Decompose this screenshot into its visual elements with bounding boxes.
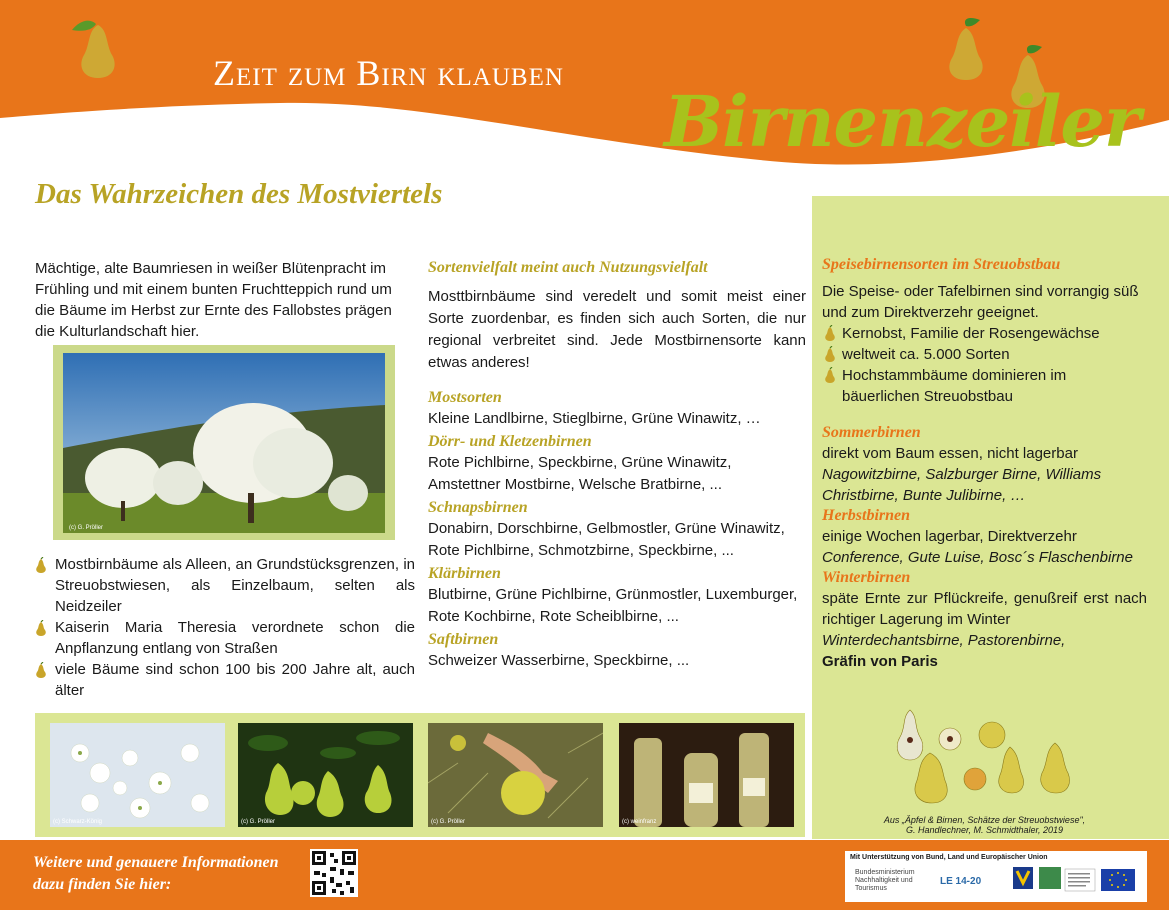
pear-bullet-icon <box>35 557 47 573</box>
photo-credit: (c) G. Pröller <box>69 525 104 531</box>
table-pears-intro: Die Speise- oder Tafelbirnen sind vorrangig süß und zum Direktverzehr geeignet. <box>822 283 1139 321</box>
illustration-source <box>822 815 1147 835</box>
le-logo: LE 14-20 <box>940 876 982 887</box>
sponsor-title: Mit Unterstützung von Bund, Land und Europäischer Union <box>850 854 1048 861</box>
table-pears-column <box>822 255 1147 672</box>
left-bullet-list <box>35 554 415 701</box>
bullet-text: Hochstammbäume dominieren im bäuerlichen Streuobstbau <box>842 367 1067 405</box>
bullet-text: Kernobst, Familie der Rosengewächse <box>842 325 1100 342</box>
photo-credit: (c) G. Pröller <box>241 819 276 825</box>
section-text: Schweizer Wasserbirne, Speckbirne, ... <box>428 652 690 669</box>
varieties-column <box>428 256 806 672</box>
ministry-line: Tourismus <box>855 885 887 892</box>
list-item <box>35 617 415 659</box>
section-title: Dörr- und Kletzenbirnen <box>428 433 592 450</box>
list-item <box>822 323 1147 344</box>
photo-credit: (c) weinfranz <box>622 819 657 825</box>
section-title: Saftbirnen <box>428 631 499 648</box>
table-pears-bullets <box>822 323 1147 407</box>
bullet-text: weltweit ca. 5.000 Sorten <box>842 346 1010 363</box>
varieties-intro: Mosttbirnbäume sind veredelt und somit meist einer Sorte zuordenbar, es finden sich auch Sorten, die nur regional verbreitet sind. Jede Mostbirnensorte kann etwas anderes! <box>428 288 806 371</box>
pear-bottles-photo <box>619 723 794 827</box>
footer-info <box>33 852 279 896</box>
season-title: Sommerbirnen <box>822 424 921 441</box>
header-subtitle: Zeit zum Birn klauben <box>213 53 564 93</box>
photo-strip <box>35 713 805 837</box>
pear-bullet-icon <box>824 367 836 383</box>
season-text: einige Wochen lagerbar, Direktverzehr <box>822 528 1077 545</box>
pear-bullet-icon <box>824 325 836 341</box>
pear-bullet-icon <box>35 662 47 678</box>
blossoming-trees-photo <box>63 353 385 533</box>
list-item <box>822 365 1147 407</box>
bullet-text: Kaiserin Maria Theresia verordnete schon die Anpflanzung entlang von Straßen <box>55 619 415 657</box>
ministry-line: Nachhaltigkeit und <box>855 877 913 884</box>
intro-column <box>35 258 415 342</box>
blossom-photo <box>50 723 225 827</box>
section-text: Rote Pichlbirne, Speckbirne, Grüne Winawitz, Amstettner Mostbirne, Welsche Bratbirne, ... <box>428 454 732 493</box>
season-varieties: Conference, Gute Luise, Bosc´s Flaschenbirne <box>822 549 1133 566</box>
photo-credit: (c) G. Pröller <box>431 819 466 825</box>
season-title: Herbstbirnen <box>822 507 911 524</box>
qr-code-icon[interactable] <box>310 849 358 897</box>
section-text: Blutbirne, Grüne Pichlbirne, Grünmostler, Luxemburger, Rote Kochbirne, Rote Scheiblbirne, ... <box>428 586 798 625</box>
source-line: Aus „Äpfel & Birnen, Schätze der Streuobstwiese", <box>883 815 1086 825</box>
section-title: Schnapsbirnen <box>428 499 528 516</box>
section-text: Kleine Landlbirne, Stieglbirne, Grüne Winawitz, … <box>428 410 761 427</box>
green-pears-photo <box>238 723 413 827</box>
season-varieties: Nagowitzbirne, Salzburger Birne, Williams Christbirne, Bunte Julibirne, … <box>822 466 1102 504</box>
header-banner <box>0 0 1169 200</box>
section-title: Mostsorten <box>428 389 502 406</box>
sponsor-logos <box>845 851 1147 902</box>
bullet-text: viele Bäume sind schon 100 bis 200 Jahre alt, auch älter <box>55 661 415 699</box>
footer-bar <box>0 840 1169 910</box>
photo-credit: (c) Schwarz-König <box>53 819 103 825</box>
table-pears-heading: Speisebirnensorten im Streuobstbau <box>822 256 1061 273</box>
varieties-heading: Sortenvielfalt meint auch Nutzungsvielfalt <box>428 259 708 276</box>
season-varieties: Winterdechantsbirne, Pastorenbirne, <box>822 632 1066 649</box>
main-photo-frame <box>53 345 395 540</box>
season-text: direkt vom Baum essen, nicht lagerbar <box>822 445 1078 462</box>
pear-varieties-illustration <box>890 705 1090 805</box>
season-extra: Gräfin von Paris <box>822 653 938 670</box>
list-item <box>35 554 415 617</box>
brand-title: Birnenzeiler <box>664 80 1140 163</box>
ministry-line: Bundesministerium <box>855 869 915 876</box>
partner-logos <box>1013 865 1141 897</box>
season-title: Winterbirnen <box>822 569 911 586</box>
intro-text: Mächtige, alte Baumriesen in weißer Blütenpracht im Frühling und mit einem bunten Fruchtteppich rund um die Bäume im Herbst zur Ernte des Fallobstes prägen die Kulturlandschaft hier. <box>35 260 392 340</box>
pear-harvest-photo <box>428 723 603 827</box>
section-text: Donabirn, Dorschbirne, Gelbmostler, Grüne Winawitz, Rote Pichlbirne, Schmotzbirne, Speckbirne, ... <box>428 520 785 559</box>
ministry-logo <box>855 869 915 893</box>
footer-info-line: dazu finden Sie hier: <box>33 876 172 893</box>
list-item <box>822 344 1147 365</box>
page-title: Das Wahrzeichen des Mostviertels <box>35 178 443 210</box>
pear-bullet-icon <box>824 346 836 362</box>
list-item <box>35 659 415 701</box>
footer-info-line: Weitere und genauere Informationen <box>33 854 279 871</box>
bullet-text: Mostbirnbäume als Alleen, an Grundstücksgrenzen, in Streuobstwiesen, als Einzelbaum, selten als Neidzeiler <box>55 556 415 615</box>
section-title: Klärbirnen <box>428 565 501 582</box>
source-line: G. Handlechner, M. Schmidthaler, 2019 <box>905 825 1064 835</box>
pear-bullet-icon <box>35 620 47 636</box>
season-text: späte Ernte zur Pflückreife, genußreif erst nach richtiger Lagerung im Winter <box>822 590 1147 628</box>
